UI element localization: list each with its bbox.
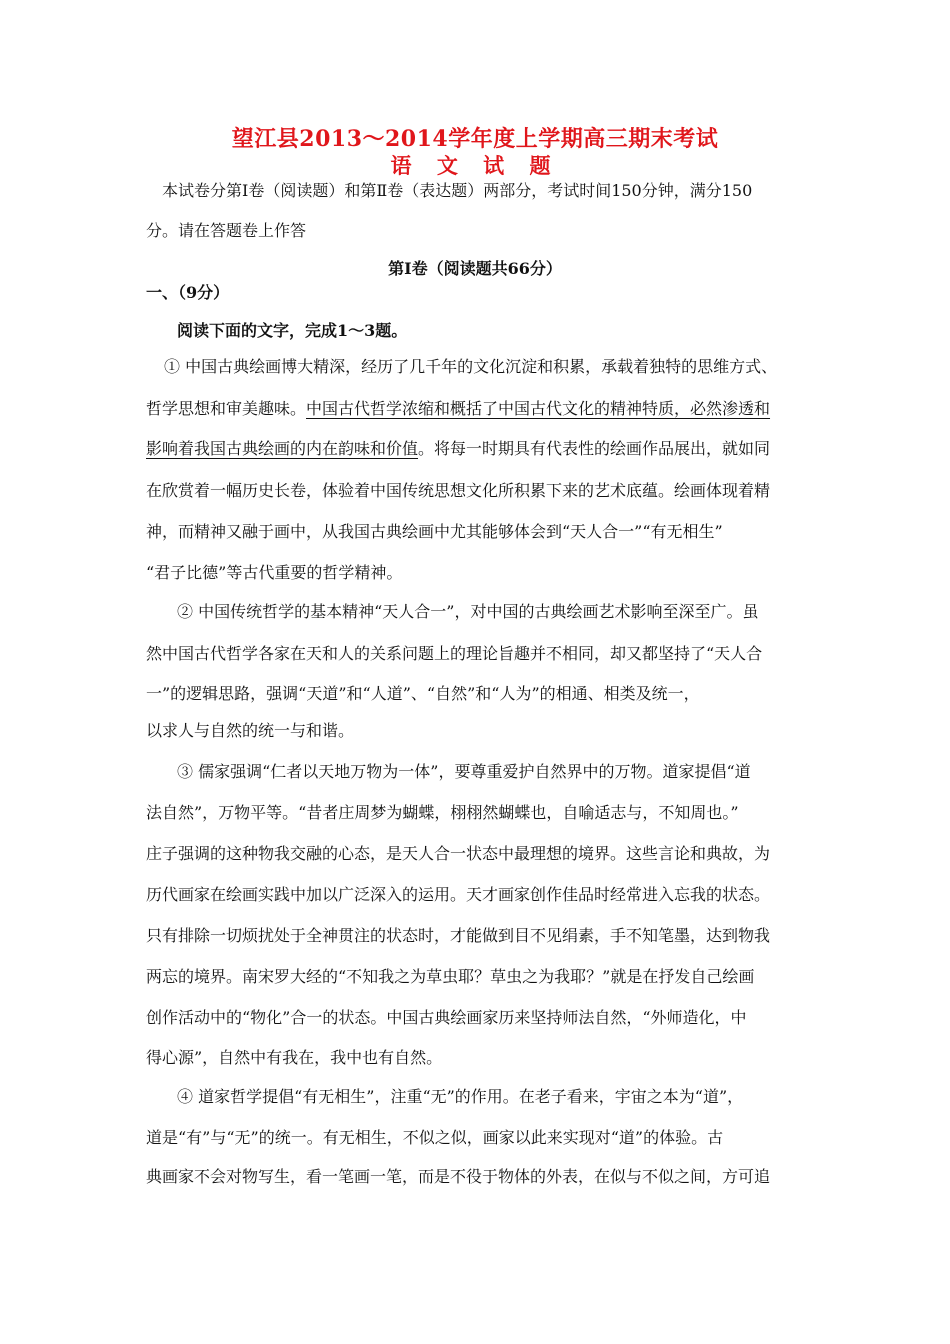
passage-line [146, 436, 770, 459]
subject-title: 语 文 试 题 [390, 153, 560, 178]
passage-line: 典画家不会对物写生，看一笔画一笔，而是不役于物体的外表，在似与不似之间，方可追 [146, 1167, 771, 1186]
passage-line: 道是“有”与“无”的统一。有无相生，不似之似，画家以此来实现对“道”的体验。古 [146, 1128, 724, 1147]
passage-line: 两忘的境界。南宋罗大经的“不知我之为草虫耶？草虫之为我耶？”就是在抒发自己绘画 [146, 967, 755, 986]
underlined-sentence: 中国古代哲学浓缩和概括了中国古代文化的精神特质，必然渗透和 [306, 399, 771, 418]
passage-line: 历代画家在绘画实践中加以广泛深入的运用。天才画家创作佳品时经常进入忘我的状态。 [146, 885, 771, 904]
intro-line-2: 分。请在答题卷上作答 [146, 221, 307, 240]
passage-line: 庄子强调的这种物我交融的心态，是天人合一状态中最理想的境界。这些言论和典故，为 [146, 844, 771, 863]
passage-line: ① 中国古典绘画博大精深，经历了几千年的文化沉淀和积累，承载着独特的思维方式、 [164, 357, 778, 376]
intro-line-1: 本试卷分第Ⅰ卷（阅读题）和第Ⅱ卷（表达题）两部分，考试时间150分钟，满分150 [162, 181, 753, 200]
passage-line: “君子比德”等古代重要的哲学精神。 [146, 563, 403, 582]
passage-line-part: 哲学思想和审美趣味。 [146, 399, 307, 418]
passage-line-part: 。将每一时期具有代表性的绘画作品展出，就如同 [418, 439, 771, 458]
passage-line: ② 中国传统哲学的基本精神“天人合一”，对中国的古典绘画艺术影响至深至广。虽 [177, 602, 759, 621]
passage-line: 创作活动中的“物化”合一的状态。中国古典绘画家历来坚持师法自然，“外师造化，中 [146, 1008, 747, 1027]
exam-title: 望江县2013～2014学年度上学期高三期末考试 [231, 126, 719, 152]
passage-line: 法自然”，万物平等。“昔者庄周梦为蝴蝶，栩栩然蝴蝶也，自喻适志与，不知周也。” [146, 803, 739, 822]
part-label: 一、（9分） [146, 283, 230, 302]
passage-line: 在欣赏着一幅历史长卷，体验着中国传统思想文化所积累下来的艺术底蕴。绘画体现着精 [146, 481, 771, 500]
passage-line: 神，而精神又融于画中，从我国古典绘画中尤其能够体会到“天人合一”“有无相生” [146, 522, 723, 541]
passage-line [146, 396, 770, 419]
passage-line: ③ 儒家强调“仁者以天地万物为一体”，要尊重爱护自然界中的万物。道家提倡“道 [177, 762, 751, 781]
passage-line: 得心源”，自然中有我在，我中也有自然。 [146, 1048, 443, 1067]
section-heading: 第Ⅰ卷（阅读题共66分） [388, 259, 562, 278]
passage-line: 然中国古代哲学各家在天和人的关系问题上的理论旨趣并不相同，却又都坚持了“天人合 [146, 644, 763, 663]
reading-instruction: 阅读下面的文字，完成1～3题。 [177, 321, 408, 340]
passage-line: 以求人与自然的统一与和谐。 [146, 721, 355, 740]
passage-line: 只有排除一切烦扰处于全神贯注的状态时，才能做到目不见绢素，手不知笔墨，达到物我 [146, 926, 771, 945]
underlined-sentence: 影响着我国古典绘画的内在韵味和价值 [146, 439, 419, 458]
passage-line: ④ 道家哲学提倡“有无相生”，注重“无”的作用。在老子看来，宇宙之本为“道”， [177, 1087, 744, 1106]
passage-line: 一”的逻辑思路，强调“天道”和“人道”、“自然”和“人为”的相通、相类及统一， [146, 684, 700, 703]
